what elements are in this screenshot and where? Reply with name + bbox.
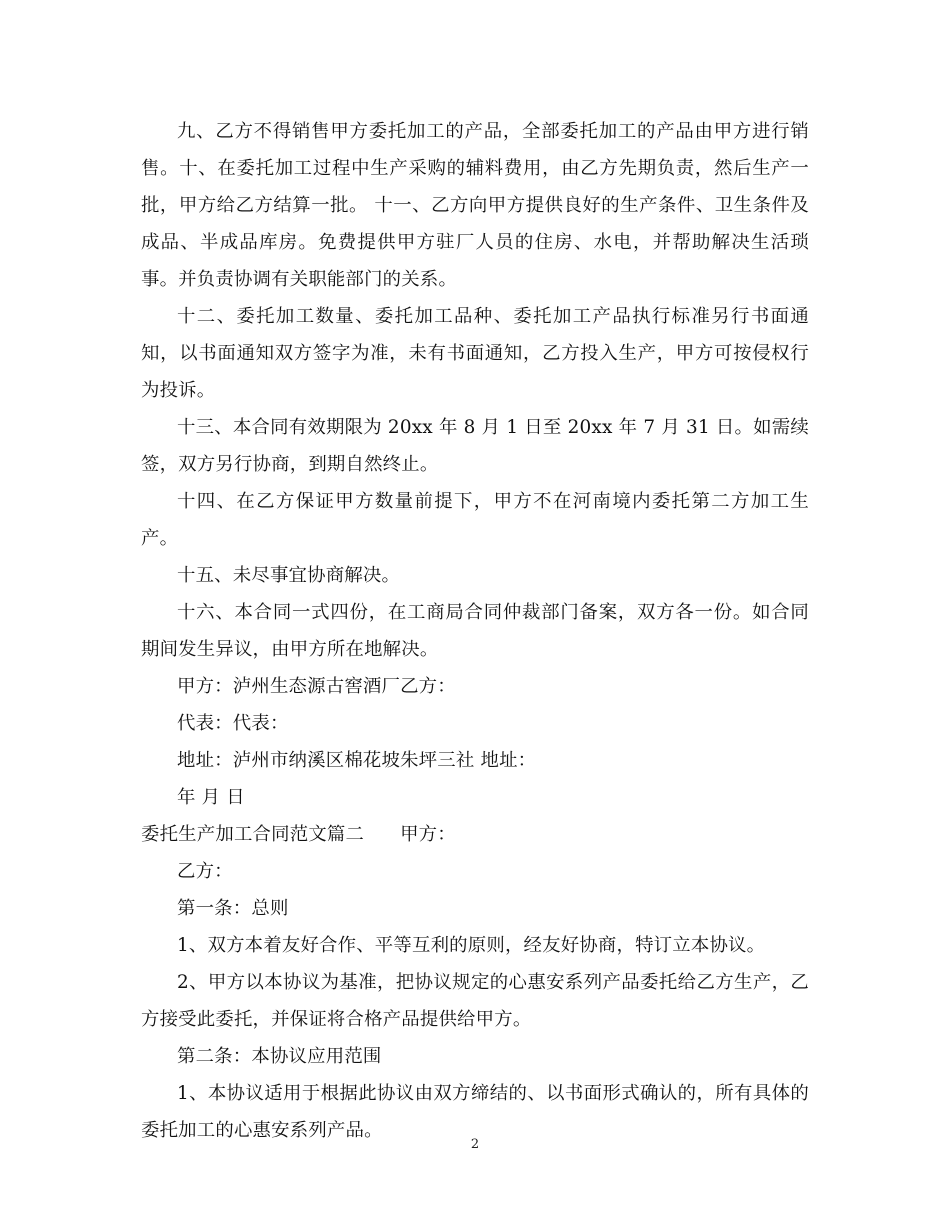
section-title: 委托生产加工合同范文篇二 <box>141 824 365 845</box>
representative-line: 代表：代表： <box>177 713 289 734</box>
clause-16-paragraph: 十六、本合同一式四份，在工商局合同仲裁部门备案，双方各一份。如合同期间发生异议，由甲方所在地解决。 <box>141 602 809 660</box>
party-a-line: 甲方：泸州生态源古窖酒厂乙方： <box>177 676 456 697</box>
section-heading <box>141 816 809 853</box>
article-1-heading: 第一条：总则 <box>177 898 289 919</box>
clause-14-paragraph: 十四、在乙方保证甲方数量前提下，甲方不在河南境内委托第二方加工生产。 <box>141 491 809 549</box>
article-1-item-1: 1、双方本着友好合作、平等互利的原则，经友好协商，特订立本协议。 <box>177 935 766 956</box>
document-body <box>141 113 809 1149</box>
party-b-line: 乙方： <box>177 861 233 882</box>
page-number: 2 <box>470 1137 480 1152</box>
article-2-heading: 第二条：本协议应用范围 <box>177 1046 382 1067</box>
section-party-a: 甲方： <box>400 824 456 845</box>
clause-13-paragraph: 十三、本合同有效期限为 20xx 年 8 月 1 日至 20xx 年 7 月 31 日。如需续签，双方另行协商，到期自然终止。 <box>141 417 809 475</box>
clause-15-paragraph: 十五、未尽事宜协商解决。 <box>177 565 401 586</box>
clause-9-11-paragraph: 九、乙方不得销售甲方委托加工的产品，全部委托加工的产品由甲方进行销售。十、在委托加工过程中生产采购的辅料费用，由乙方先期负责，然后生产一批，甲方给乙方结算一批。 十一、乙方向甲方提供良好的生产条件、卫生条件及成品、半成品库房。免费提供甲方驻厂人员的住房、水电，并帮助解决生活琐事。并负责协调有关职能部门的关系。 <box>141 121 809 290</box>
article-1-item-2: 2、甲方以本协议为基准，把协议规定的心惠安系列产品委托给乙方生产，乙方接受此委托，并保证将合格产品提供给甲方。 <box>141 972 809 1030</box>
article-2-item-1: 1、本协议适用于根据此协议由双方缔结的、以书面形式确认的，所有具体的委托加工的心惠安系列产品。 <box>141 1083 809 1141</box>
date-line: 年 月 日 <box>177 787 245 808</box>
clause-12-paragraph: 十二、委托加工数量、委托加工品种、委托加工产品执行标准另行书面通知，以书面通知双方签字为准，未有书面通知，乙方投入生产，甲方可按侵权行为投诉。 <box>141 306 809 401</box>
address-line: 地址：泸州市纳溪区棉花坡朱坪三社 地址： <box>177 750 537 771</box>
